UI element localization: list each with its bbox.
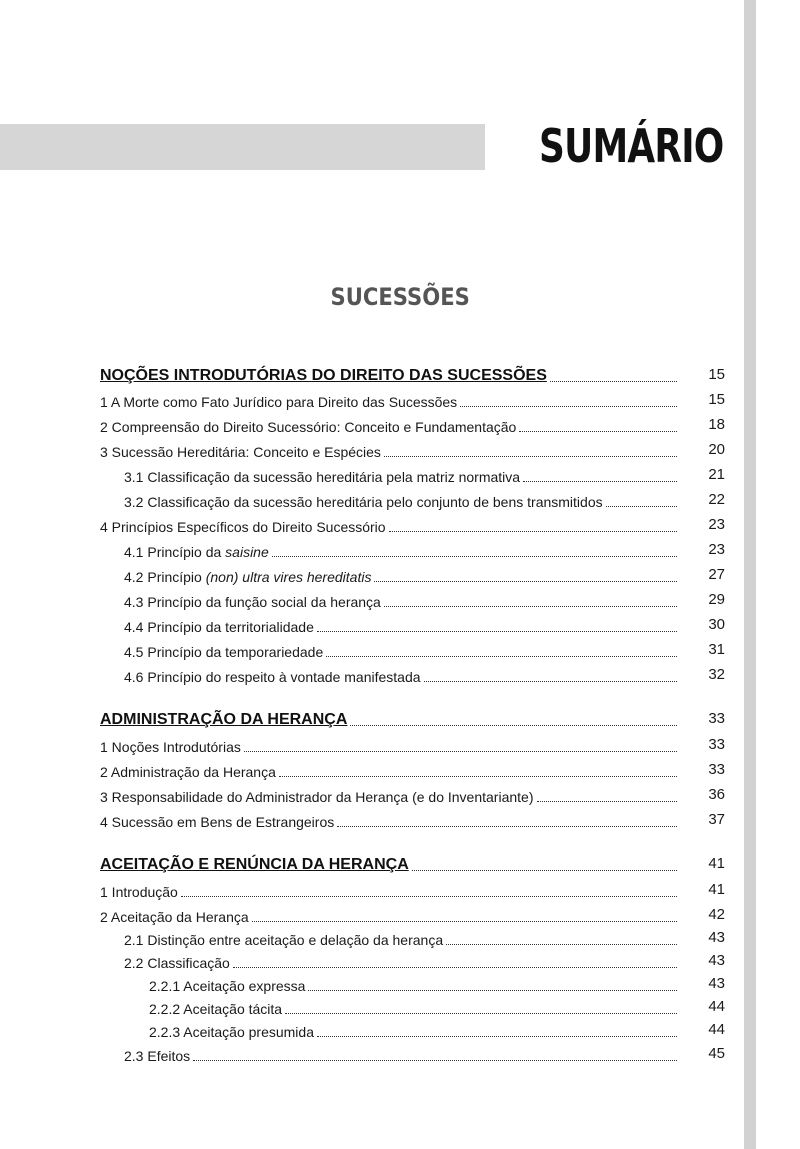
dot-leader [244, 751, 677, 752]
toc-entry-label [124, 614, 677, 636]
dot-leader [550, 381, 677, 382]
toc-entry[interactable] [100, 539, 725, 561]
dot-leader [606, 506, 677, 507]
toc-entry-text [124, 643, 323, 661]
toc-entry-title: NOÇÕES INTRODUTÓRIAS DO DIREITO DAS SUCESSÕES [100, 367, 547, 384]
toc-entry-text [100, 813, 334, 831]
toc-entry-title: 2.1 Distinção entre aceitação e delação da herança [124, 932, 444, 948]
toc-chapter[interactable] [100, 708, 725, 730]
toc-entry-label [124, 564, 677, 586]
toc-entry-label [100, 514, 677, 536]
toc-entry[interactable] [100, 973, 725, 995]
toc-entry-text [100, 788, 534, 806]
toc-entry-title: 4.2 Princípio [124, 569, 206, 585]
dot-leader [374, 581, 677, 582]
toc-entry[interactable] [100, 879, 725, 901]
toc-entry-title: ADMINISTRAÇÃO DA HERANÇA [100, 711, 348, 728]
toc-page-number: 37 [708, 811, 725, 828]
toc-entry-title: ACEITAÇÃO E RENÚNCIA DA HERANÇA [100, 856, 409, 873]
toc-page-number: 33 [708, 710, 725, 727]
dot-leader [326, 656, 677, 657]
toc-entry-text [124, 543, 269, 561]
dot-leader [519, 431, 677, 432]
toc-entry-title: 1 Noções Introdutórias [100, 739, 241, 755]
toc-entry-title: 3.1 Classificação da sucessão hereditária pela matriz normativa [124, 469, 521, 485]
toc-entry-label [100, 853, 677, 875]
toc-page-number: 41 [708, 855, 725, 872]
toc-entry-title: 4.1 Princípio da [124, 544, 226, 560]
dot-leader [181, 896, 677, 897]
toc-entry-label [149, 973, 677, 995]
toc-entry-label [149, 1019, 677, 1041]
toc-entry-text [124, 568, 371, 586]
toc-entry-text [124, 618, 314, 636]
toc-entry-title-italic: saisine [225, 544, 269, 560]
toc-entry-text [124, 954, 230, 972]
toc-entry[interactable] [100, 464, 725, 486]
dot-leader [279, 776, 677, 777]
toc-entry[interactable] [100, 1019, 725, 1041]
toc-entry[interactable] [100, 904, 725, 926]
toc-entry-title: 1 Introdução [100, 884, 178, 900]
dot-leader [252, 921, 677, 922]
toc-entry-title: 1 A Morte como Fato Jurídico para Direito das Sucessões [100, 394, 458, 410]
toc-entry[interactable] [100, 759, 725, 781]
toc-entry-label [100, 364, 677, 386]
dot-leader [193, 1060, 677, 1061]
dot-leader [460, 406, 677, 407]
toc-entry-label [124, 950, 677, 972]
toc-entry-title: 4.3 Princípio da função social da herança [124, 594, 381, 610]
toc-entry[interactable] [100, 734, 725, 756]
toc-entry-text [124, 931, 443, 949]
toc-entry-title: 3 Sucessão Hereditária: Conceito e Espécies [100, 444, 381, 460]
toc-entry-text [149, 977, 305, 995]
toc-entry[interactable] [100, 664, 725, 686]
toc-page-number: 31 [708, 641, 725, 658]
toc-page-number: 43 [708, 952, 725, 969]
toc-entry-label [149, 996, 677, 1018]
toc-entry-text [124, 593, 381, 611]
toc-entry-label [100, 734, 677, 756]
toc-entry-title: 2.2.3 Aceitação presumida [149, 1024, 314, 1040]
dot-leader [523, 481, 677, 482]
dot-leader [337, 826, 677, 827]
toc-entry[interactable] [100, 564, 725, 586]
toc-entry-label [100, 389, 677, 411]
toc-entry-title: 2 Aceitação da Herança [100, 909, 249, 925]
toc-page-number: 30 [708, 616, 725, 633]
toc-entry-text [100, 443, 381, 461]
toc-entry[interactable] [100, 489, 725, 511]
toc-entry-title: 2.2 Classificação [124, 955, 230, 971]
toc-entry-label [124, 539, 677, 561]
toc-entry-text [100, 393, 457, 411]
toc-page-number: 23 [708, 541, 725, 558]
toc-chapter[interactable] [100, 853, 725, 875]
toc-entry-text [100, 366, 547, 386]
toc-entry-label [100, 904, 677, 926]
toc-entry[interactable] [100, 439, 725, 461]
toc-entry-title: 4.4 Princípio da territorialidade [124, 619, 314, 635]
toc-entry-title: 4.5 Princípio da temporariedade [124, 644, 324, 660]
toc-page-number: 43 [708, 929, 725, 946]
toc-entry-label [124, 927, 677, 949]
dot-leader [384, 456, 677, 457]
toc-page-number: 44 [708, 1021, 725, 1038]
toc-entry[interactable] [100, 389, 725, 411]
dot-leader [446, 944, 677, 945]
toc-entry[interactable] [100, 784, 725, 806]
toc-entry-title: 2.3 Efeitos [124, 1048, 191, 1064]
toc-entry-text [149, 1023, 314, 1041]
toc-entry-text [100, 883, 178, 901]
toc-entry-label [124, 464, 677, 486]
toc-entry-title: 3 Responsabilidade do Administrador da Herança (e do Inventariante) [100, 789, 534, 805]
toc-entry-text [149, 1000, 282, 1018]
toc-entry-text [124, 668, 421, 686]
toc-entry[interactable] [100, 589, 725, 611]
toc-page-number: 41 [708, 881, 725, 898]
toc-entry-label [100, 414, 677, 436]
toc-entry-label [100, 879, 677, 901]
section-title-text: SUCESSÕES [330, 283, 470, 311]
toc-entry-label [124, 664, 677, 686]
dot-leader [350, 725, 677, 726]
toc-entry[interactable] [100, 414, 725, 436]
toc-entry-title: 2 Compreensão do Direito Sucessório: Conceito e Fundamentação [100, 419, 517, 435]
toc-entry-text [100, 418, 516, 436]
dot-leader [317, 631, 677, 632]
toc-page-number: 29 [708, 591, 725, 608]
toc-entry-label [100, 708, 677, 730]
toc-entry-label [124, 489, 677, 511]
toc-page-number: 33 [708, 736, 725, 753]
toc-page-number: 23 [708, 516, 725, 533]
toc-page-number: 22 [708, 491, 725, 508]
page-title: SUMÁRIO [538, 119, 723, 173]
dot-leader [233, 967, 677, 968]
toc-entry-text [124, 493, 603, 511]
toc-page-number: 15 [708, 391, 725, 408]
toc-entry-label [100, 439, 677, 461]
toc-entry-text [100, 518, 386, 536]
dot-leader [412, 870, 677, 871]
toc-entry-title: 4.6 Princípio do respeito à vontade manifestada [124, 669, 421, 685]
toc-entry-label [100, 809, 677, 831]
toc-page-number: 18 [708, 416, 725, 433]
toc-page-number: 15 [708, 366, 725, 383]
dot-leader [389, 531, 677, 532]
toc-entry-title-italic: (non) ultra vires hereditatis [205, 569, 372, 585]
toc-entry-label [124, 589, 677, 611]
toc-page-number: 33 [708, 761, 725, 778]
toc-page-number: 20 [708, 441, 725, 458]
toc-page-number: 44 [708, 998, 725, 1015]
toc-entry-label [124, 1043, 677, 1065]
toc-entry-text [124, 468, 520, 486]
toc-entry-title: 2.2.2 Aceitação tácita [149, 1001, 283, 1017]
toc-entry-label [100, 759, 677, 781]
toc-entry-text [100, 738, 241, 756]
toc-entry-title: 3.2 Classificação da sucessão hereditária pelo conjunto de bens transmitidos [124, 494, 603, 510]
toc-entry-title: 4 Sucessão em Bens de Estrangeiros [100, 814, 335, 830]
toc-entry-title: 4 Princípios Específicos do Direito Sucessório [100, 519, 386, 535]
toc-entry[interactable] [100, 996, 725, 1018]
dot-leader [424, 681, 677, 682]
dot-leader [384, 606, 677, 607]
toc-entry-text [100, 855, 409, 875]
dot-leader [285, 1013, 677, 1014]
toc-page-number: 42 [708, 906, 725, 923]
toc-entry[interactable] [100, 514, 725, 536]
dot-leader [537, 801, 678, 802]
toc-page-number: 27 [708, 566, 725, 583]
toc-entry-title: 2 Administração da Herança [100, 764, 276, 780]
toc-chapter[interactable] [100, 364, 725, 386]
dot-leader [317, 1036, 677, 1037]
dot-leader [308, 990, 677, 991]
toc-page-number: 21 [708, 466, 725, 483]
toc-entry[interactable] [100, 809, 725, 831]
toc-page-number: 43 [708, 975, 725, 992]
toc-entry-label [124, 639, 677, 661]
toc-entry-label [100, 784, 677, 806]
toc-entry[interactable] [100, 614, 725, 636]
toc-entry-title: 2.2.1 Aceitação expressa [149, 978, 306, 994]
toc-entry-text [100, 763, 276, 781]
toc-page-number: 32 [708, 666, 725, 683]
toc-page-number: 45 [708, 1045, 725, 1062]
toc-entry-text [100, 908, 249, 926]
toc-entry[interactable] [100, 927, 725, 949]
toc-entry[interactable] [100, 1043, 725, 1065]
toc-entry[interactable] [100, 639, 725, 661]
toc-entry-text [124, 1047, 190, 1065]
toc-entry[interactable] [100, 950, 725, 972]
toc-entry-text [100, 710, 347, 730]
dot-leader [272, 556, 677, 557]
toc-page-number: 36 [708, 786, 725, 803]
